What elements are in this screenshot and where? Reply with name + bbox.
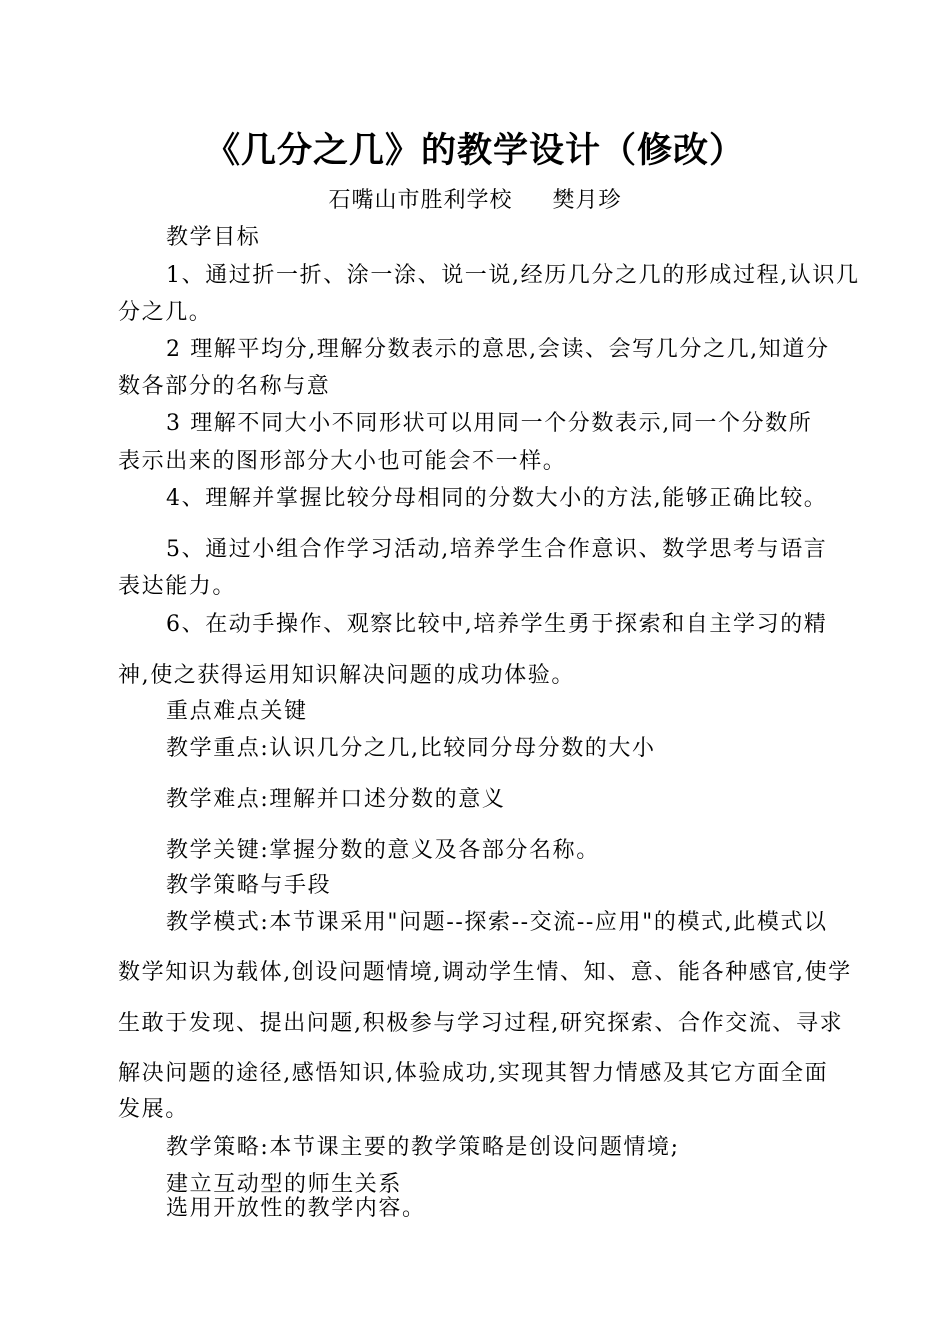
author-school: 石嘴山市胜利学校 [328, 188, 513, 213]
teaching-mode-line-3: 生敢于发现、提出问题,积极参与学习过程,研究探索、合作交流、寻求 [118, 1011, 844, 1036]
goal-1-line-2: 分之几。 [118, 300, 213, 325]
goal-5-line-1: 5、通过小组合作学习活动,培养学生合作意识、数学思考与语言 [166, 537, 828, 562]
goal-2-line-1: 2 理解平均分,理解分数表示的意思,会读、会写几分之几,知道分 [166, 337, 830, 362]
document-title: 《几分之几》的教学设计（修改） [204, 131, 745, 171]
teaching-difficulty: 教学难点:理解并口述分数的意义 [166, 787, 506, 812]
teaching-strategy: 教学策略:本节课主要的教学策略是创设问题情境; [166, 1135, 680, 1160]
goal-4: 4、理解并掌握比较分母相同的分数大小的方法,能够正确比较。 [166, 486, 828, 511]
goal-5-line-2: 表达能力。 [118, 574, 237, 599]
goal-2-line-2: 数各部分的名称与意 [118, 374, 331, 399]
heading-teaching-goals: 教学目标 [166, 225, 261, 250]
teaching-focus: 教学重点:认识几分之几,比较同分母分数的大小 [166, 736, 656, 761]
goal-3-line-1: 3 理解不同大小不同形状可以用同一个分数表示,同一个分数所 [166, 411, 813, 436]
goal-6-line-1: 6、在动手操作、观察比较中,培养学生勇于探索和自主学习的精 [166, 612, 828, 637]
teaching-mode-line-4: 解决问题的途径,感悟知识,体验成功,实现其智力情感及其它方面全面 [118, 1061, 829, 1086]
teaching-key: 教学关键:掌握分数的意义及各部分名称。 [166, 838, 600, 863]
teaching-mode-line-5: 发展。 [118, 1097, 189, 1122]
heading-strategy: 教学策略与手段 [166, 873, 332, 898]
author-name: 樊月珍 [552, 188, 622, 213]
heading-key-points: 重点难点关键 [166, 699, 308, 724]
strategy-item-2: 选用开放性的教学内容。 [166, 1196, 426, 1221]
strategy-item-1: 建立互动型的师生关系 [166, 1172, 403, 1197]
teaching-mode-line-2: 数学知识为载体,创设问题情境,调动学生情、知、意、能各种感官,使学 [118, 960, 852, 985]
goal-1-line-1: 1、通过折一折、涂一涂、说一说,经历几分之几的形成过程,认识几 [166, 263, 860, 288]
teaching-mode-line-1: 教学模式:本节课采用"问题--探索--交流--应用"的模式,此模式以 [166, 910, 828, 935]
goal-3-line-2: 表示出来的图形部分大小也可能会不一样。 [118, 449, 567, 474]
author-line [0, 185, 950, 217]
goal-6-line-2: 神,使之获得运用知识解决问题的成功体验。 [118, 663, 575, 688]
